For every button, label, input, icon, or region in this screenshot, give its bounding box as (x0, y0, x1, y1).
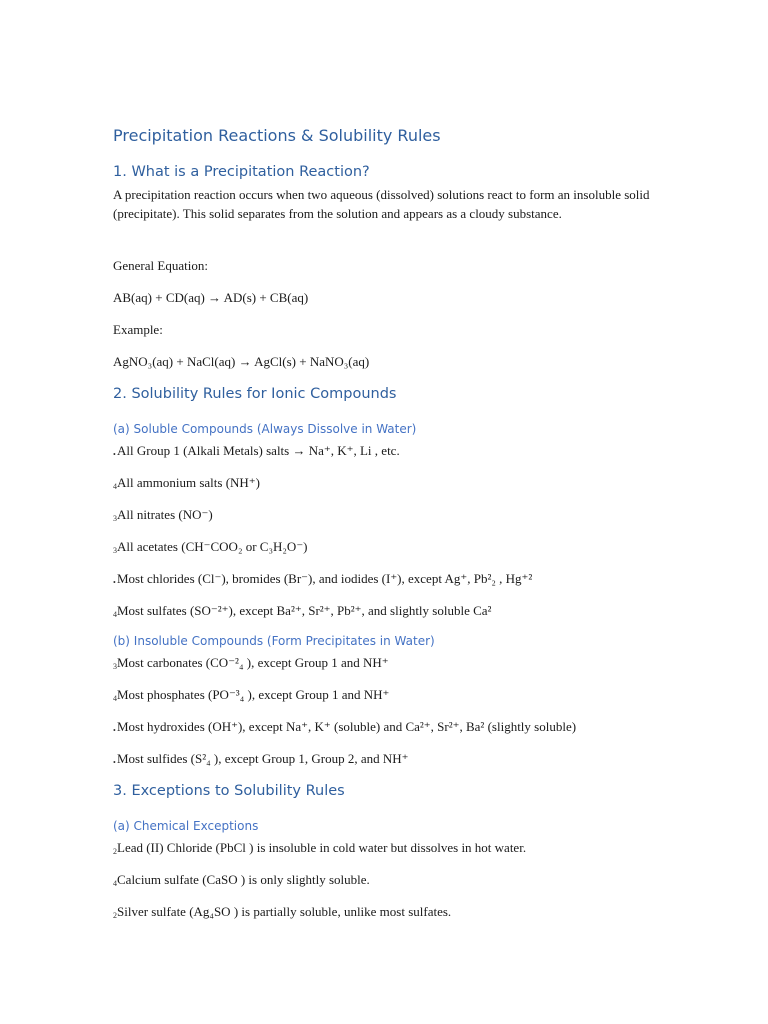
section-3-heading: 3. Exceptions to Solubility Rules (113, 783, 345, 799)
general-equation-label: General Equation: (113, 258, 208, 273)
list-item (113, 474, 260, 495)
list-marker: 3 (113, 514, 117, 523)
list-item-text: Most chlorides (Cl⁻), bromides (Br⁻), and iodides (I⁺), except Ag⁺, Pb²₂ , Hg⁺² (117, 571, 533, 586)
insoluble-subheading: (b) Insoluble Compounds (Form Precipitates in Water) (113, 634, 435, 648)
section-1-paragraph: A precipitation reaction occurs when two aqueous (dissolved) solutions react to form an insoluble solid (precipitate). This solid separates from the solution and appears as a cloudy substance. (113, 187, 650, 221)
soluble-subheading: (a) Soluble Compounds (Always Dissolve in Water) (113, 422, 417, 436)
list-item (113, 570, 532, 591)
list-item (113, 602, 491, 623)
list-item-text: Calcium sulfate (CaSO ) is only slightly soluble. (117, 872, 370, 887)
list-marker: • (113, 726, 116, 735)
list-item-text: Most carbonates (CO⁻²₄ ), except Group 1 and NH⁺ (117, 655, 389, 670)
list-item (113, 903, 451, 924)
document-title: Precipitation Reactions & Solubility Rules (113, 126, 441, 145)
list-item (113, 442, 400, 463)
list-marker: 4 (113, 879, 117, 888)
list-marker: 3 (113, 546, 117, 555)
list-item (113, 871, 370, 892)
list-marker: • (113, 758, 116, 767)
list-item-text: All Group 1 (Alkali Metals) salts → Na⁺, K⁺, Li , etc. (117, 443, 400, 458)
list-marker: 2 (113, 847, 117, 856)
list-marker: 4 (113, 482, 117, 491)
section-2-heading: 2. Solubility Rules for Ionic Compounds (113, 386, 397, 402)
list-item-text: Silver sulfate (Ag₄SO ) is partially soluble, unlike most sulfates. (117, 904, 452, 919)
list-marker: • (113, 450, 116, 459)
list-item-text: All acetates (CH⁻COO₂ or C₃H₂O⁻) (117, 539, 308, 554)
list-item-text: All nitrates (NO⁻) (117, 507, 213, 522)
list-item (113, 718, 576, 739)
list-item (113, 538, 308, 559)
list-item-text: Most sulfates (SO⁻²⁺), except Ba²⁺, Sr²⁺, Pb²⁺, and slightly soluble Ca² (117, 603, 492, 618)
list-marker: 2 (113, 911, 117, 920)
example-label: Example: (113, 322, 163, 337)
list-marker: 3 (113, 662, 117, 671)
list-marker: • (113, 578, 116, 587)
list-item-text: All ammonium salts (NH⁺) (117, 475, 260, 490)
list-item-text: Most phosphates (PO⁻³₄ ), except Group 1 and NH⁺ (117, 687, 390, 702)
list-item (113, 750, 409, 771)
list-marker: 4 (113, 610, 117, 619)
list-marker: 4 (113, 694, 117, 703)
section-1-heading: 1. What is a Precipitation Reaction? (113, 164, 370, 180)
list-item (113, 686, 389, 707)
list-item-text: Most sulfides (S²₄ ), except Group 1, Group 2, and NH⁺ (117, 751, 409, 766)
list-item-text: Lead (II) Chloride (PbCl ) is insoluble in cold water but dissolves in hot water. (117, 840, 527, 855)
example-equation: AgNO₃(aq) + NaCl(aq) → AgCl(s) + NaNO₃(aq) (113, 354, 370, 369)
list-item (113, 506, 213, 527)
exceptions-subheading: (a) Chemical Exceptions (113, 819, 259, 833)
list-item-text: Most hydroxides (OH⁺), except Na⁺, K⁺ (soluble) and Ca²⁺, Sr²⁺, Ba² (slightly soluble) (117, 719, 577, 734)
list-item (113, 654, 389, 675)
general-equation: AB(aq) + CD(aq) → AD(s) + CB(aq) (113, 290, 309, 305)
list-item (113, 839, 526, 860)
